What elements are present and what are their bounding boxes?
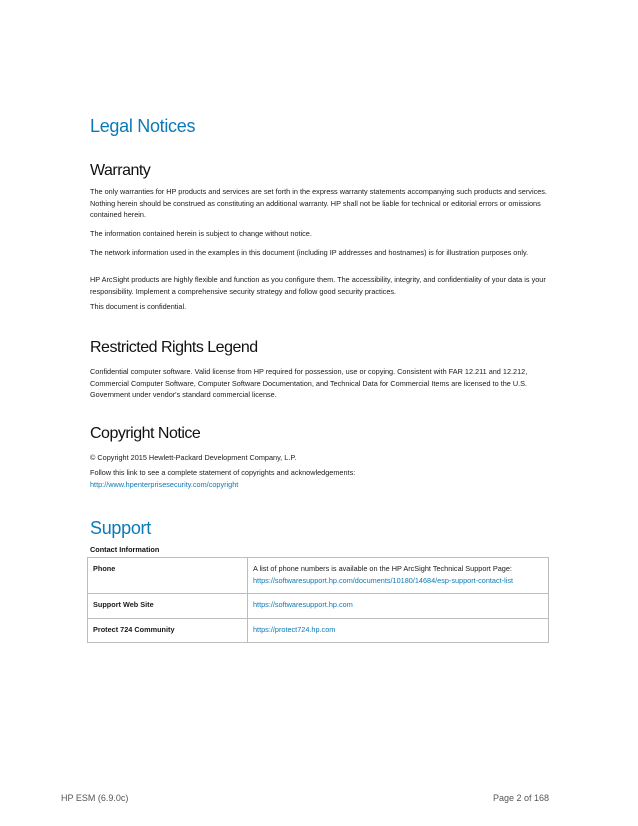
phone-label: Phone <box>88 558 248 594</box>
warranty-paragraph-4: HP ArcSight products are highly flexible and function as you configure them. The accessibility, integrity, and confidentiality of your data is your responsibility. Implement a comprehensive security strategy and follow good security practices. <box>90 275 546 296</box>
warranty-paragraph-2: The information contained herein is subject to change without notice. <box>90 229 312 238</box>
copyright-heading: Copyright Notice <box>90 425 201 442</box>
legal-notices-heading: Legal Notices <box>90 116 196 136</box>
warranty-heading: Warranty <box>90 162 151 179</box>
protect-724-label: Protect 724 Community <box>88 618 248 643</box>
footer-page-number: Page 2 of 168 <box>492 793 549 803</box>
warranty-paragraph-3: The network information used in the examples in this document (including IP addresses and hostnames) is for illustration purposes only. <box>90 248 529 257</box>
phone-text: A list of phone numbers is available on the HP ArcSight Technical Support Page: <box>253 564 512 573</box>
protect-724-link[interactable]: https://protect724.hp.com <box>253 624 336 634</box>
copyright-line: © Copyright 2015 Hewlett-Packard Development Company, L.P. <box>90 453 297 462</box>
warranty-paragraph-1: The only warranties for HP products and services are set forth in the express warranty statements accompanying such products and services. Nothing herein should be construed as constituting an additional warranty. HP shall not be liable for technical or editorial errors or omissions contained herein. <box>90 187 547 219</box>
restricted-rights-paragraph: Confidential computer software. Valid license from HP required for possession, use or copying. Consistent with FAR 12.211 and 12.212, Commercial Computer Software, Computer Software Documentation, and Technical Data for Commercial Items are licensed to the U.S. Government under vendor's standard commercial license. <box>90 367 528 399</box>
copyright-follow-text <box>90 467 552 490</box>
phone-list-link[interactable]: https://softwaresupport.hp.com/documents/10180/14684/esp-support-contact-list <box>253 575 513 585</box>
support-web-site-link[interactable]: https://softwaresupport.hp.com <box>253 600 353 609</box>
table-row <box>88 594 549 619</box>
support-web-site-cell <box>248 594 549 619</box>
protect-724-cell <box>248 618 549 643</box>
table-row <box>88 558 549 594</box>
copyright-follow-label: Follow this link to see a complete statement of copyrights and acknowledgements: <box>90 468 356 477</box>
contact-information-label: Contact Information <box>90 545 160 554</box>
support-table <box>87 557 549 643</box>
footer-product: HP ESM (6.9.0c) <box>61 793 129 803</box>
table-row <box>88 618 549 643</box>
phone-cell <box>248 558 549 594</box>
support-heading: Support <box>90 518 151 538</box>
warranty-paragraph-5: This document is confidential. <box>90 302 187 311</box>
restricted-rights-heading: Restricted Rights Legend <box>90 339 258 356</box>
copyright-link[interactable]: http://www.hpenterprisesecurity.com/copyright <box>90 479 239 489</box>
support-web-site-label: Support Web Site <box>88 594 248 619</box>
